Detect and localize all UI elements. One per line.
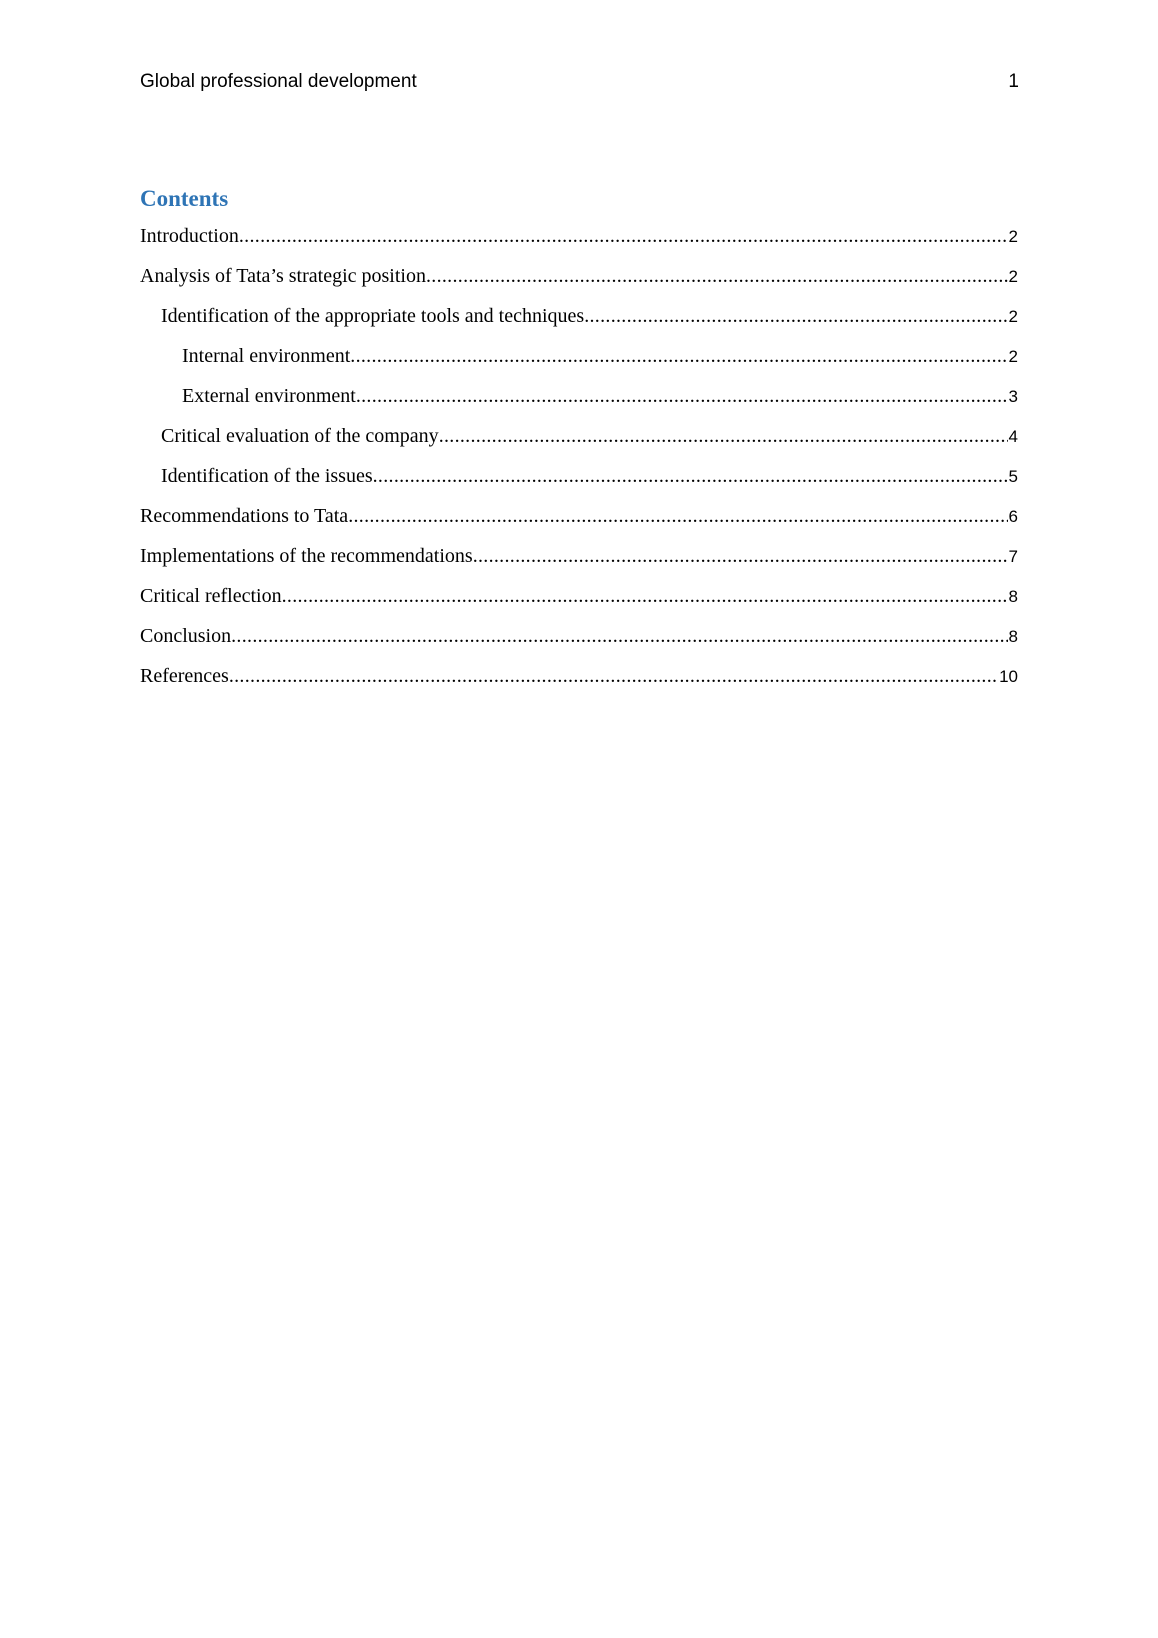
toc-entry-label: Critical evaluation of the company [161, 425, 439, 447]
toc-entry-conclusion[interactable] [140, 622, 1018, 662]
toc-entry-label: Recommendations to Tata [140, 505, 349, 527]
table-of-contents [140, 183, 1018, 702]
toc-entry-critical-evaluation[interactable] [140, 422, 1018, 462]
toc-entry-label: Identification of the appropriate tools and techniques [161, 305, 585, 327]
toc-entry-recommendations[interactable] [140, 502, 1018, 542]
toc-entry-page: 5 [1008, 467, 1018, 486]
toc-dot-leader [356, 382, 1008, 410]
toc-dot-leader [229, 662, 998, 690]
toc-dot-leader [426, 262, 1008, 290]
toc-entry-label: Introduction [140, 225, 239, 247]
toc-entry-tools-techniques[interactable] [140, 302, 1018, 342]
toc-dot-leader [473, 542, 1008, 570]
toc-entry-page: 2 [1008, 227, 1018, 246]
toc-dot-leader [584, 302, 1007, 330]
toc-entry-label: Critical reflection [140, 585, 282, 607]
toc-entry-external-environment[interactable] [140, 382, 1018, 422]
header-page-number: 1 [1008, 71, 1019, 92]
toc-entry-label: Analysis of Tata’s strategic position [140, 265, 426, 287]
toc-entry-page: 2 [1008, 307, 1018, 326]
toc-dot-leader [282, 582, 1008, 610]
toc-entry-label: External environment [182, 385, 356, 407]
toc-entry-page: 10 [999, 667, 1018, 686]
toc-entry-introduction[interactable] [140, 222, 1018, 262]
toc-dot-leader [348, 502, 1007, 530]
toc-dot-leader [373, 462, 1008, 490]
toc-entry-page: 2 [1008, 267, 1018, 286]
toc-entry-identification-issues[interactable] [140, 462, 1018, 502]
toc-dot-leader [239, 222, 1008, 250]
toc-entry-page: 3 [1008, 387, 1018, 406]
toc-entry-references[interactable] [140, 662, 1018, 702]
toc-entry-implementations[interactable] [140, 542, 1018, 582]
toc-entry-page: 8 [1008, 627, 1018, 646]
toc-dot-leader [350, 342, 1007, 370]
toc-dot-leader [439, 422, 1008, 450]
toc-entry-label: Internal environment [182, 345, 351, 367]
header-title: Global professional development [140, 71, 417, 92]
toc-entry-page: 4 [1008, 427, 1018, 446]
toc-entry-critical-reflection[interactable] [140, 582, 1018, 622]
toc-title: Contents [140, 186, 229, 211]
toc-entry-strategic-position[interactable] [140, 262, 1018, 302]
toc-dot-leader [231, 622, 1007, 650]
toc-entry-page: 7 [1008, 547, 1018, 566]
toc-entry-page: 2 [1008, 347, 1018, 366]
toc-entry-label: Identification of the issues [161, 465, 373, 487]
toc-entry-label: References [140, 665, 229, 687]
toc-entry-label: Implementations of the recommendations [140, 545, 473, 567]
page-header [140, 68, 1018, 98]
toc-entry-page: 6 [1008, 507, 1018, 526]
toc-entry-page: 8 [1008, 587, 1018, 606]
toc-entry-internal-environment[interactable] [140, 342, 1018, 382]
toc-entry-label: Conclusion [140, 625, 232, 647]
toc-list [140, 222, 1018, 702]
